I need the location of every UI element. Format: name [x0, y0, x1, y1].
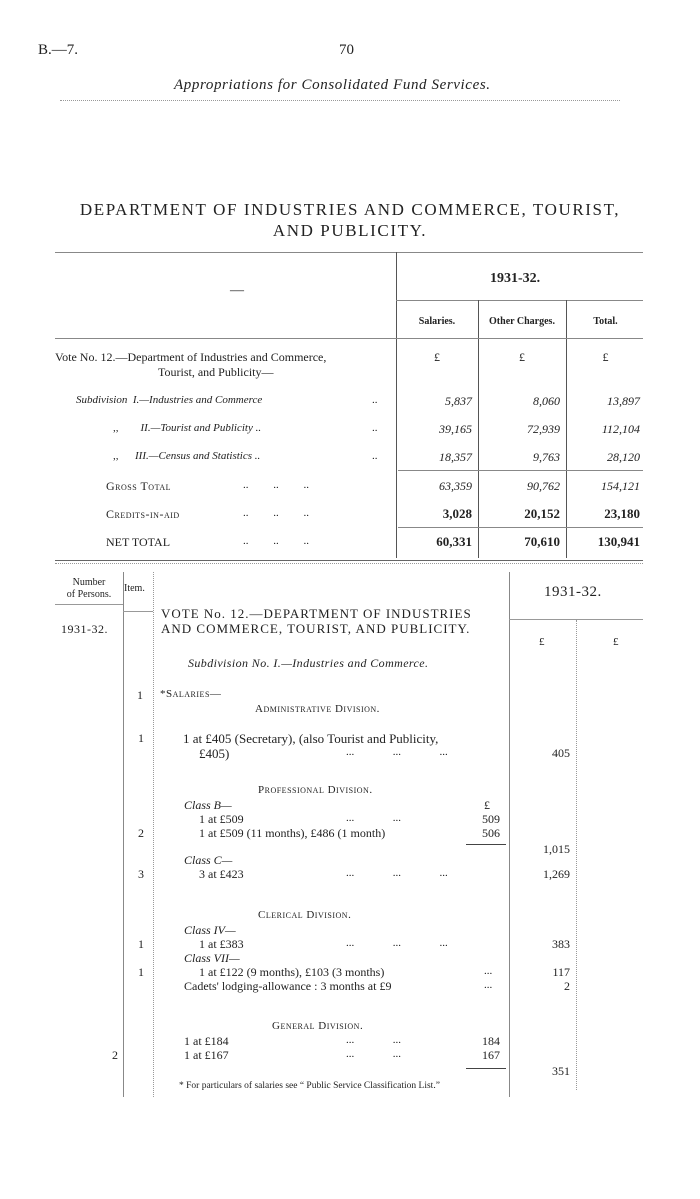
summary-value-total: 112,104: [601, 422, 640, 436]
page-number: 70: [339, 42, 354, 58]
class-vii-dots: ...: [484, 965, 493, 977]
detail-year-left: 1931-32.: [61, 622, 108, 636]
professional-division-heading: Professional Division.: [258, 784, 373, 796]
class-c-heading: Class C—: [184, 853, 233, 867]
summary-value-other-charges: 70,610: [524, 534, 560, 549]
summary-row-dots: ..: [372, 422, 378, 434]
class-vii-heading: Class VII—: [184, 951, 240, 965]
summary-value-total: 13,897: [607, 394, 640, 408]
summary-credits-label: Credits-in-aid: [106, 507, 180, 521]
col-header-other-charges: Other Charges.: [489, 316, 555, 327]
class-b-line1-amount: 509: [482, 812, 500, 826]
general-division-heading: General Division.: [272, 1020, 364, 1032]
summary-header-dash: —: [230, 283, 244, 298]
detail-vote-line2: AND COMMERCE, TOURIST, AND PUBLICITY.: [161, 621, 471, 636]
summary-value-salaries: 3,028: [442, 506, 472, 521]
summary-value-other-charges: 9,763: [533, 450, 560, 464]
class-b-line2-amount: 506: [482, 826, 500, 840]
persons-class-iv: 1: [138, 937, 144, 951]
summary-gross-total-label: Gross Total: [106, 479, 171, 493]
administrative-division-heading: Administrative Division.: [255, 703, 380, 715]
col-header-total: Total.: [593, 316, 618, 327]
currency-other-charges: £: [519, 350, 525, 364]
class-b-line1: 1 at £509: [199, 812, 244, 826]
class-vii-line: 1 at £122 (9 months), £103 (3 months): [199, 965, 385, 979]
persons-class-vii: 1: [138, 965, 144, 979]
summary-net-total-label: NET TOTAL: [106, 535, 171, 549]
class-c-line: 3 at £423: [199, 867, 244, 881]
summary-value-salaries: 5,837: [445, 394, 472, 408]
general-line1-amount: 184: [482, 1034, 500, 1048]
summary-row-dots: ..: [372, 394, 378, 406]
summary-row-dots: .. .. ..: [243, 507, 309, 519]
summary-value-other-charges: 8,060: [533, 394, 560, 408]
summary-row-dots: ..: [372, 450, 378, 462]
general-line2: 1 at £167: [184, 1048, 229, 1062]
col-header-number-line1: Number: [72, 577, 106, 588]
summary-value-total: 23,180: [604, 506, 640, 521]
summary-value-salaries: 39,165: [439, 422, 472, 436]
col-header-number-line2: of Persons.: [66, 589, 112, 600]
summary-value-total: 154,121: [601, 479, 640, 493]
general-line2-amount: 167: [482, 1048, 500, 1062]
summary-value-total: 130,941: [597, 534, 640, 549]
summary-row-label: ,, II.—Tourist and Publicity ..: [113, 422, 262, 434]
detail-year-right: 1931-32.: [544, 584, 602, 600]
footnote: * For particulars of salaries see “ Public Service Classification List.”: [179, 1081, 440, 1091]
department-title-line1: DEPARTMENT OF INDUSTRIES AND COMMERCE, TOURIST,: [79, 200, 621, 219]
persons-class-b: 2: [138, 826, 144, 840]
amount-admin: 405: [552, 746, 570, 760]
cadets-line: Cadets' lodging-allowance : 3 months at £9: [184, 979, 392, 993]
summary-year-header: 1931-32.: [490, 271, 541, 286]
class-b-line2: 1 at £509 (11 months), £486 (1 month): [199, 826, 386, 840]
amount-class-c: 1,269: [543, 867, 570, 881]
class-iv-dots: ... ... ...: [346, 937, 448, 949]
general-total: 351: [552, 1064, 570, 1078]
summary-row-dots: .. .. ..: [243, 479, 309, 491]
class-b-line1-dots: ... ...: [346, 812, 401, 824]
summary-vote-line1: Vote No. 12.—Department of Industries and Commerce,: [55, 350, 327, 364]
detail-subdivision: Subdivision No. I.—Industries and Commerce.: [188, 656, 429, 670]
amount-class-vii: 117: [552, 965, 570, 979]
class-iv-heading: Class IV—: [184, 923, 236, 937]
summary-value-salaries: 63,359: [439, 479, 472, 493]
summary-value-other-charges: 20,152: [524, 506, 560, 521]
summary-row-label: Subdivision I.—Industries and Commerce: [76, 394, 263, 406]
general-line1-dots: ... ...: [346, 1034, 401, 1046]
summary-vote-line2: Tourist, and Publicity—: [158, 365, 274, 379]
admin-line2: £405): [199, 746, 230, 761]
amount-cadets: 2: [564, 979, 570, 993]
currency-salaries: £: [434, 350, 440, 364]
persons-admin: 1: [138, 731, 144, 745]
persons-class-c: 3: [138, 867, 144, 881]
class-b-heading: Class B—: [184, 798, 232, 812]
class-c-dots: ... ... ...: [346, 867, 448, 879]
summary-value-salaries: 60,331: [436, 534, 472, 549]
pound-sign: £: [484, 798, 490, 812]
running-title: Appropriations for Consolidated Fund Services.: [174, 77, 491, 93]
salaries-label: *Salaries—: [160, 688, 222, 700]
col-header-item: Item.: [124, 583, 145, 594]
general-line2-dots: ... ...: [346, 1048, 401, 1060]
summary-value-total: 28,120: [607, 450, 640, 464]
detail-currency-right: £: [613, 636, 619, 648]
persons-general: 2: [112, 1048, 118, 1062]
summary-row-label: ,, III.—Census and Statistics ..: [113, 450, 261, 462]
class-iv-line: 1 at £383: [199, 937, 244, 951]
summary-row-dots: .. .. ..: [243, 535, 309, 547]
detail-currency-left: £: [539, 636, 545, 648]
clerical-division-heading: Clerical Division.: [258, 909, 352, 921]
general-line1: 1 at £184: [184, 1034, 229, 1048]
admin-line1: 1 at £405 (Secretary), (also Tourist and Publicity,: [183, 731, 439, 746]
summary-value-other-charges: 72,939: [527, 422, 560, 436]
item-number: 1: [137, 688, 143, 702]
amount-class-iv: 383: [552, 937, 570, 951]
admin-dots: ... ... ...: [346, 746, 448, 758]
summary-value-other-charges: 90,762: [527, 479, 560, 493]
class-b-total: 1,015: [543, 842, 570, 856]
summary-value-salaries: 18,357: [439, 450, 472, 464]
detail-vote-line1: VOTE No. 12.—DEPARTMENT OF INDUSTRIES: [161, 606, 472, 621]
department-title-line2: AND PUBLICITY.: [272, 221, 428, 240]
header-rule: [60, 100, 620, 101]
col-header-salaries: Salaries.: [418, 316, 456, 327]
cadets-dots: ...: [484, 979, 493, 991]
document-reference: B.—7.: [38, 42, 79, 58]
currency-total: £: [602, 350, 609, 364]
